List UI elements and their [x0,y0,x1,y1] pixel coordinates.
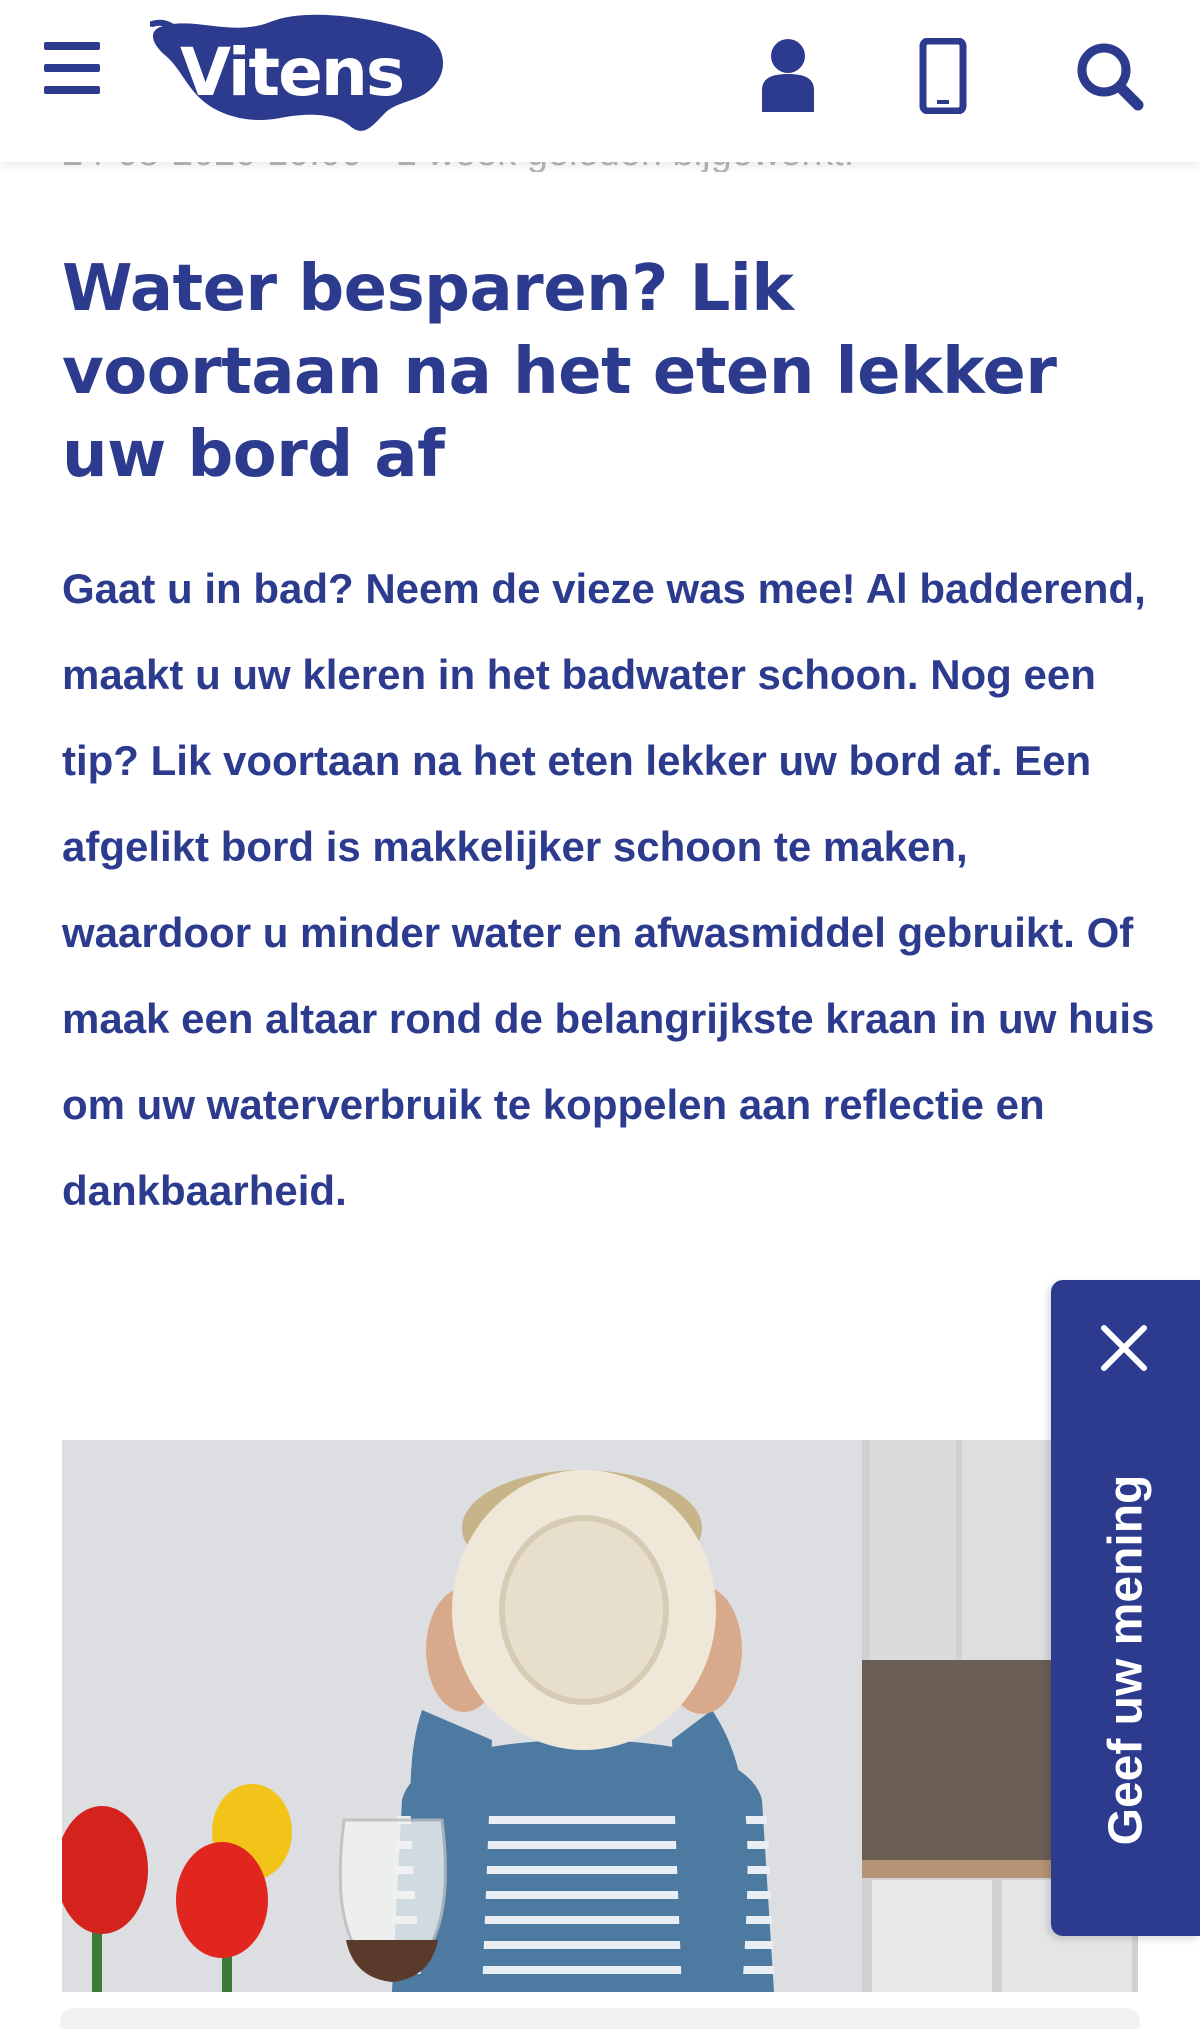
search-icon[interactable] [1074,38,1146,114]
feedback-label: Geef uw mening [1099,1474,1153,1846]
site-header [0,0,1200,162]
vitens-logo[interactable] [150,8,450,142]
feedback-button[interactable] [1051,1420,1200,1900]
logo-text: Vitens [180,34,404,111]
menu-icon[interactable] [44,40,104,100]
close-icon[interactable] [1094,1318,1154,1378]
article-title: Water besparen? Lik voortaan na het eten lekker uw bord af [62,252,1057,492]
bottom-edge [0,1992,1200,2029]
mobile-icon[interactable] [906,38,978,114]
person-licking-plate-image [62,1440,1138,1992]
feedback-panel [1051,1280,1200,1936]
bottom-pill [60,2008,1140,2029]
article-body: Gaat u in bad? Neem de vieze was mee! Al badderend, maakt u uw kleren in het badwater schoon. Nog een tip? Lik voortaan na het eten lekker uw bord af. Een afgelikt bord is makkelijker schoon te maken, waardoor u minder water en afwasmiddel gebruikt. Of maak een altaar rond de belangrijkste kraan in uw huis om uw waterverbruik te koppelen aan reflectie en dankbaarheid. [62,565,1155,1214]
article-photo [62,1440,1138,1992]
user-icon[interactable] [752,38,824,114]
